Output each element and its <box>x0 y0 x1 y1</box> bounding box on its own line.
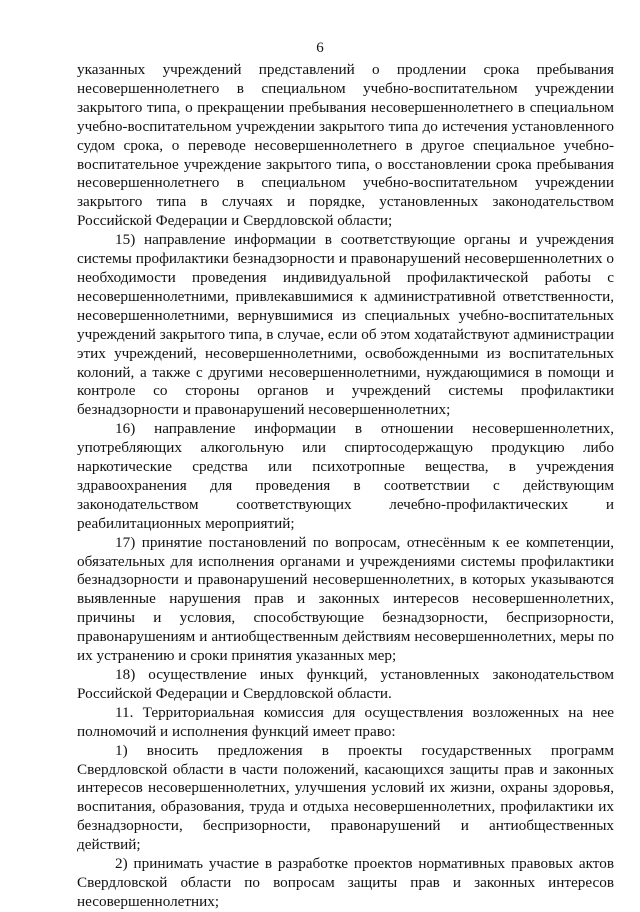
paragraph-item-15: 15) направление информации в соответствующие органы и учреждения системы профилактики безнадзорности и правонарушений несовершеннолетних о необходимости проведения индивидуальной профилактической работы с несовершеннолетними, привлекавшимися к административной ответственности, несовершеннолетними, вернувшимися из специальных учебно-воспитательных учреждений закрытого типа, в случае, если об этом ходатайствуют администрации этих учреждений, несовершеннолетними, освобожденными из воспитательных колоний, а также с другими несовершеннолетними, нуждающимися в помощи и контроле со стороны органов и учреждений системы профилактики безнадзорности и правонарушений несовершеннолетних; <box>77 231 614 419</box>
paragraph-section-11: 11. Территориальная комиссия для осуществления возложенных на нее полномочий и исполнения функций имеет право: <box>77 703 614 740</box>
paragraph-item-18: 18) осуществление иных функций, установленных законодательством Российской Федерации и Свердловской области. <box>77 666 614 702</box>
document-body <box>77 61 614 912</box>
paragraph-right-1: 1) вносить предложения в проекты государственных программ Свердловской области в части положений, касающихся защиты прав и законных интересов несовершеннолетних, улучшения условий их жизни, охраны здоровья, воспитания, образования, труда и отдыха несовершеннолетних, профилактики их безнадзорности, беспризорности, правонарушений и антиобщественных действий; <box>77 741 614 854</box>
paragraph-continuation: указанных учреждений представлений о продлении срока пребывания несовершеннолетнего в специальном учебно-воспитательном учреждении закрытого типа, о прекращении пребывания несовершеннолетнего в специальном учебно-воспитательном учреждении закрытого типа до истечения установленного судом срока, о переводе несовершеннолетнего в другое специальное учебно-воспитательное учреждение закрытого типа, о восстановлении срока пребывания несовершеннолетнего в специальном учебно-воспитательном учреждении закрытого типа в случаях и порядке, установленных законодательством Российской Федерации и Свердловской области; <box>77 61 614 230</box>
paragraph-right-2: 2) принимать участие в разработке проектов нормативных правовых актов Свердловской области по вопросам защиты прав и законных интересов несовершеннолетних; <box>77 855 614 910</box>
paragraph-item-17: 17) принятие постановлений по вопросам, отнесённым к ее компетенции, обязательных для исполнения органами и учреждениями системы профилактики безнадзорности и правонарушений несовершеннолетних, в которых указываются выявленные нарушения прав и законных интересов несовершеннолетних, причины и условия, способствующие безнадзорности, беспризорности, правонарушениям и антиобщественным действиям несовершеннолетних, меры по их устранению и сроки принятия указанных мер; <box>77 533 614 665</box>
paragraph-item-16: 16) направление информации в отношении несовершеннолетних, употребляющих алкогольную или спиртосодержащую продукцию либо наркотические средства или психотропные вещества, в учреждения здравоохранения для проведения в соответствии с действующим законодательством соответствующих лечебно-профилактических и реабилитационных мероприятий; <box>77 420 614 532</box>
page-number: 6 <box>316 40 324 56</box>
